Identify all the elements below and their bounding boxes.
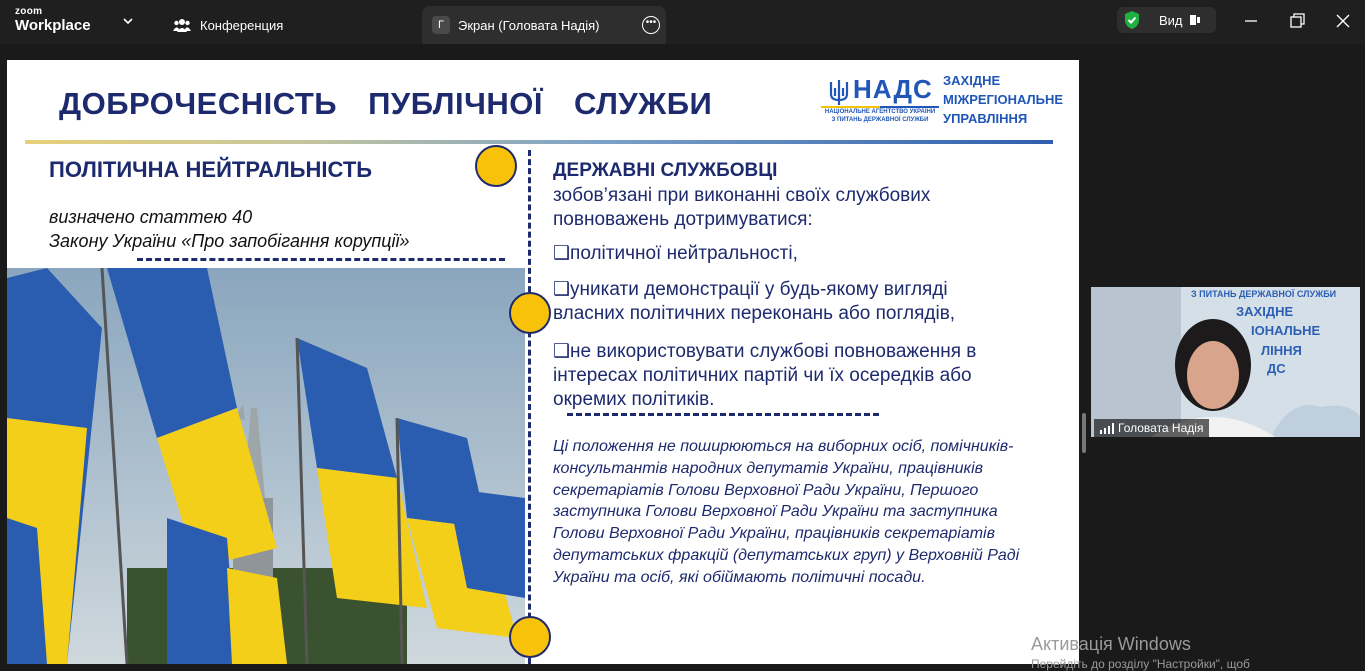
backdrop-line-3: ІОНАЛЬНЕ [1251,323,1321,338]
tab-label: Экран (Головата Надія) [458,17,600,33]
logo-sub-line-1: НАЦІОНАЛЬНЕ АГЕНТСТВО УКРАЇНИ [824,109,936,115]
signal-icon [1100,423,1114,434]
windows-activation-watermark [1031,634,1250,671]
minimize-icon[interactable] [1240,10,1262,32]
left-heading: ПОЛІТИЧНА НЕЙТРАЛЬНІСТЬ [49,157,373,182]
view-layout-icon [1189,14,1201,26]
bullet-item: ❑уникати демонстрації у будь-якому вигляді власних політичних переконань або поглядів, [553,279,956,325]
left-note-line-1: визначено статтею 40 [49,207,253,227]
title-bar [0,0,1365,44]
view-label: Вид [1159,12,1183,28]
left-note [49,205,410,254]
department-name [943,72,1063,129]
tab-screen-share[interactable] [422,6,666,44]
more-options-icon[interactable]: ••• [642,16,660,34]
restore-icon[interactable] [1286,10,1308,32]
logo-subtitle [817,109,943,125]
tab-conference[interactable] [160,6,410,44]
right-intro: зобов’язані при виконанні своїх службових повноважень дотримуватися: [553,185,931,230]
dept-line-1: ЗАХІДНЕ [943,73,1001,88]
right-heading: ДЕРЖАВНІ СЛУЖБОВЦІ [553,160,778,181]
logo-sub-line-2: З ПИТАНЬ ДЕРЖАВНОЇ СЛУЖБИ [831,116,929,123]
participant-initial: Г [432,16,450,34]
backdrop-line-4: ЛІННЯ [1261,343,1302,358]
view-button[interactable] [1117,7,1216,33]
left-note-line-2: Закону України «Про запобігання корупції» [49,231,410,252]
timeline-dot [509,292,551,334]
panel-resize-handle[interactable] [1082,413,1086,453]
backdrop-line-2: ЗАХІДНЕ [1236,304,1294,319]
logo-underline [821,106,939,108]
bullet-item: ❑не використовувати службові повноваження в інтересах політичних партій чи їх осередків або окремих політиків. [553,341,977,411]
timeline-dot [509,616,551,658]
shield-check-icon [1123,10,1141,30]
trident-icon [827,78,851,106]
backdrop-line-1: З ПИТАНЬ ДЕРЖАВНОЇ СЛУЖБИ [1191,289,1337,299]
participant-name-tag [1094,419,1209,437]
timeline-dot [475,145,517,187]
logo-bottom-text: Workplace [15,17,91,34]
nads-logo [817,72,1072,132]
dashed-divider [137,258,505,261]
participant-video[interactable] [1091,287,1360,437]
vertical-dashed-line [528,150,531,664]
logo-name: НАДС [853,74,933,104]
people-icon [172,15,192,35]
close-icon[interactable] [1332,10,1354,32]
flags-photo [7,268,525,664]
chevron-down-icon[interactable] [121,14,135,28]
dept-line-3: УПРАВЛІННЯ [943,110,1028,126]
dashed-divider [567,413,879,416]
participant-video-frame [1091,287,1360,437]
dept-line-2: МІЖРЕГІОНАЛЬНЕ [943,91,1064,107]
logo-top-text: zoom [15,6,43,17]
participant-name: Головата Надія [1118,421,1204,435]
slide-title: ДОБРОЧЕСНІСТЬ ПУБЛІЧНОЇ СЛУЖБИ [59,86,713,121]
watermark-line-1: Активація Windows [1031,634,1191,654]
watermark-line-2: Перейдіть до розділу "Настройки", щоб [1031,657,1250,671]
exception-note: Ці положення не поширюються на виборних осіб, помічників-консультантів народних депутатів України, працівників секретаріатів Голови Верховної Ради України, Першого заступника Голови Верховної Ради України та заступника Голови Верховної Ради України, працівників секретаріатів депутатських фракцій (депутатських груп) у Верховній Раді України та осіб, які обіймають політичні посади. [553,438,1020,586]
title-underline [25,140,1053,144]
tab-label: Конференция [200,17,284,33]
shared-slide [7,60,1079,664]
zoom-logo [15,7,91,33]
bullet-item: ❑політичної нейтральності, [553,243,798,264]
backdrop-line-5: ДС [1267,361,1286,376]
